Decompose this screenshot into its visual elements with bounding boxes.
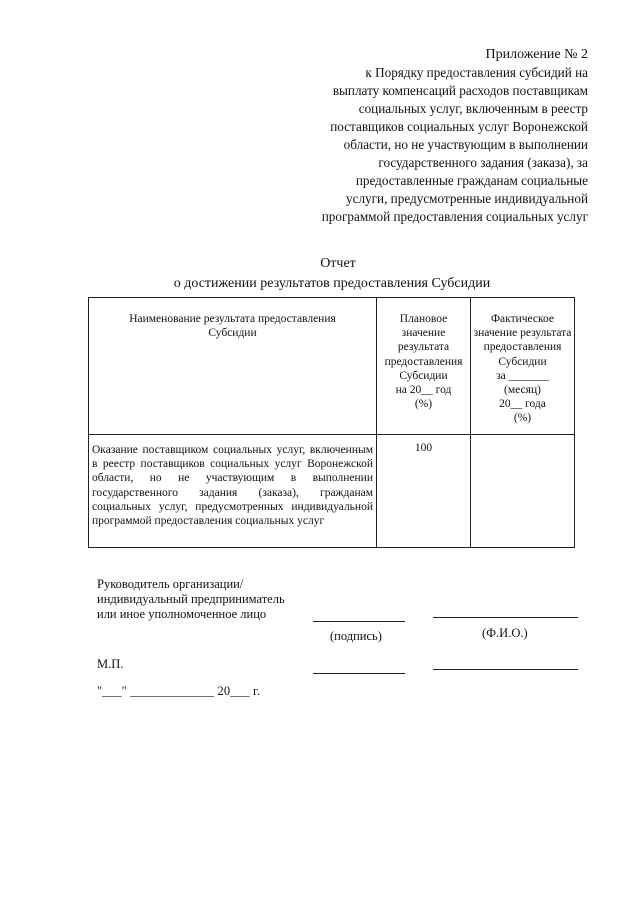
header-text: (%) [414, 398, 433, 411]
header-text: Плановое [399, 313, 448, 325]
header-text: предоставления [384, 355, 463, 368]
annex-line: предоставленные гражданам социальные [355, 173, 588, 188]
annex-line: социальных услуг, включенным в реестр [358, 101, 588, 116]
header-text: Субсидии [399, 369, 448, 382]
annex-line: к Порядку предоставления субсидий на [365, 65, 588, 80]
report-table [88, 297, 575, 548]
table-header-row [89, 298, 575, 435]
actual-value-cell [471, 435, 575, 548]
annex-line: поставщиков социальных услуг Воронежской [330, 119, 588, 134]
annex-line: государственного задания (заказа), за [378, 155, 588, 170]
signatory-line: Руководитель организации/ [97, 577, 244, 591]
signatory-line: индивидуальный предприниматель [97, 592, 285, 606]
signature-line-2 [313, 673, 405, 674]
result-name-cell: Оказание поставщиком социальных услуг, включенным в реестр поставщиков социальных услуг Воронежской области, но не участвующим в выполнении государственного задания (заказа), гражданам социальных услуг, предусмотренных индивидуальной программой предоставления социальных услуг [89, 435, 377, 548]
header-planned-value [377, 298, 471, 435]
name-line [433, 617, 578, 618]
header-text: за _______ [496, 369, 549, 382]
annex-number: Приложение № 2 [485, 47, 588, 62]
signature-caption: (подпись) [330, 629, 382, 643]
annex-line: услуги, предусмотренные индивидуальной [346, 191, 588, 206]
annex-line: выплату компенсаций расходов поставщикам [332, 83, 588, 98]
header-text: Наименование результата предоставления [129, 313, 336, 325]
signatory-line: или иное уполномоченное лицо [97, 607, 267, 621]
annex-line: программой предоставления социальных услуг [321, 209, 588, 224]
header-text: значение [401, 327, 446, 340]
header-text: значение результата [473, 327, 572, 340]
header-text: Субсидии [208, 327, 257, 340]
header-text: на 20__ год [395, 384, 452, 397]
header-result-name [89, 298, 377, 435]
header-text: предоставления [483, 341, 562, 354]
header-text: (%) [513, 412, 532, 425]
annex-header [248, 46, 588, 226]
header-text: 20__ года [499, 398, 546, 411]
name-line-2 [433, 669, 578, 670]
header-actual-value [471, 298, 575, 435]
report-subtitle: о достижении результатов предоставления Субсидии [173, 276, 491, 291]
report-title: Отчет [320, 256, 356, 271]
annex-line: области, но не участвующим в выполнении [343, 137, 588, 152]
date-field: "___" _____________ 20___ г. [97, 684, 261, 698]
signatory-label [97, 577, 285, 622]
header-text: Субсидии [498, 355, 547, 368]
name-caption: (Ф.И.О.) [482, 626, 528, 640]
header-text: результата [397, 341, 450, 354]
header-text: (месяц) [504, 384, 541, 397]
signature-line [313, 621, 405, 622]
table-row [89, 435, 575, 548]
header-text: Фактическое [490, 313, 555, 325]
planned-value-cell: 100 [377, 435, 471, 548]
stamp-placeholder: М.П. [97, 657, 124, 671]
